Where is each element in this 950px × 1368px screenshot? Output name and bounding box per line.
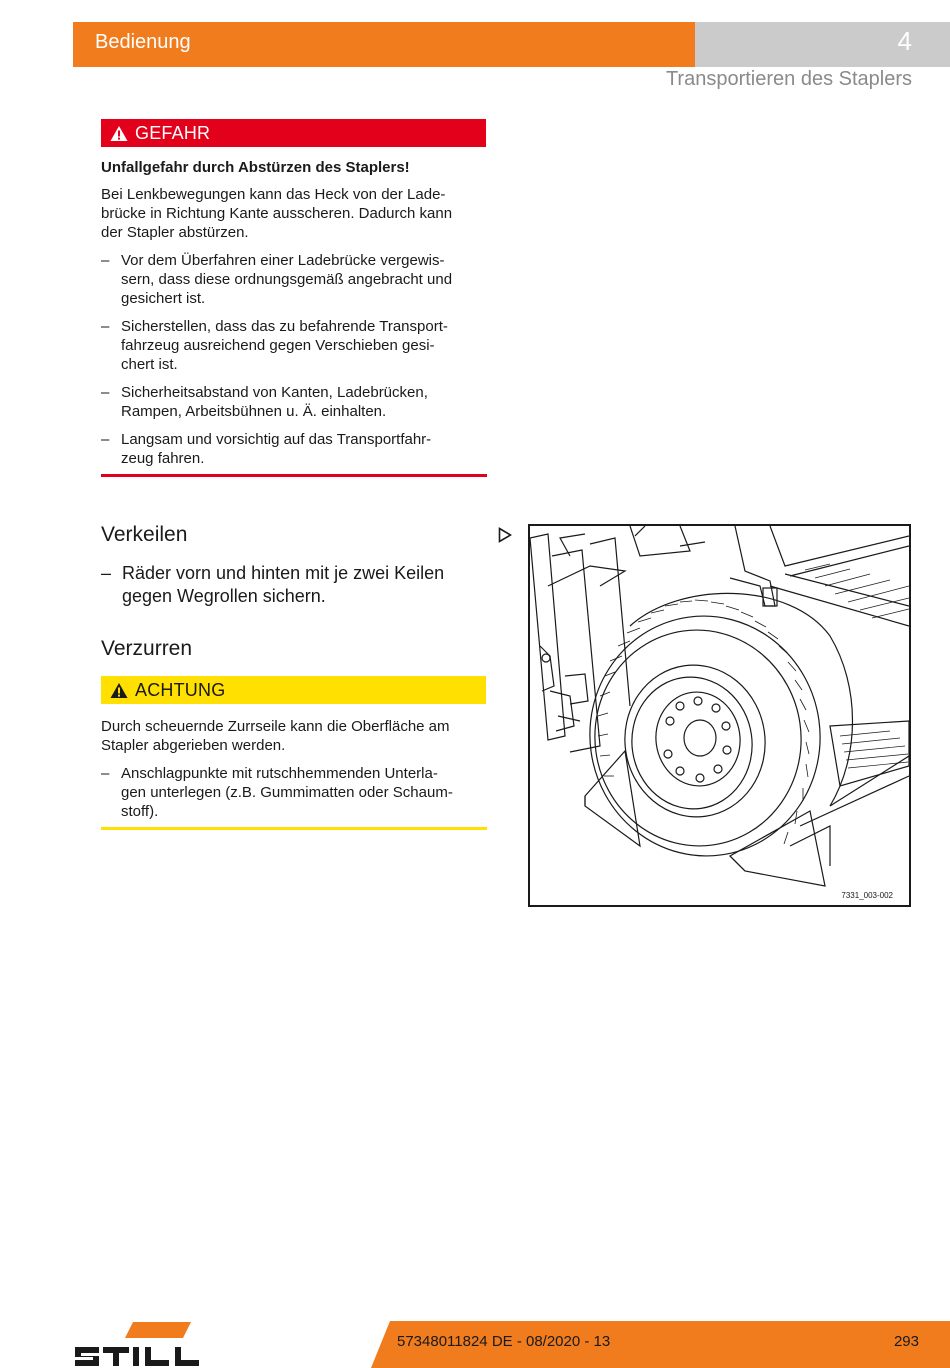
section-title-verkeilen: Verkeilen [101, 523, 188, 546]
footer-page-number: 293 [893, 1333, 919, 1350]
verkeilen-bullet: – Räder vorn und hinten mit je zwei Keilen gegen Wegrollen sichern. [101, 563, 445, 606]
footer-document-id: 57348011824 DE - 08/2020 - 13 [397, 1333, 611, 1350]
danger-bullet-2: – Sicherstellen, dass das zu befahrende Transport- fahrzeug ausreichend gegen Verschieben gesi- chert ist. [101, 318, 448, 373]
danger-end-rule [101, 474, 487, 477]
danger-heading: Unfallgefahr durch Abstürzen des Staplers! [101, 159, 410, 176]
figure-pointer-arrow-icon [498, 527, 512, 543]
header-subtitle: Transportieren des Staplers [665, 68, 912, 90]
chapter-number: 4 [897, 26, 912, 56]
danger-bullet-4: – Langsam und vorsichtig auf das Transportfahr- zeug fahren. [101, 431, 432, 467]
warning-triangle-icon [110, 682, 128, 699]
caution-bullet: – Anschlagpunkte mit rutschhemmenden Unterla- gen unterlegen (z.B. Gummimatten oder Schaum- stoff). [101, 765, 453, 820]
caution-intro: Durch scheuernde Zurrseile kann die Oberfläche am Stapler abgerieben werden. [101, 718, 450, 754]
wheel-illustration [530, 526, 909, 905]
still-logo [73, 1320, 233, 1368]
figure-wheel-chocks [528, 524, 911, 907]
footer-orange-wedge [371, 1321, 390, 1368]
section-title-verzurren: Verzurren [101, 637, 193, 660]
header-orange-wedge [675, 22, 695, 67]
danger-label: GEFAHR [135, 122, 211, 143]
danger-intro: Bei Lenkbewegungen kann das Heck von der Lade- brücke in Richtung Kante ausscheren. Dadurch kann der Stapler abstürzen. [101, 186, 453, 241]
danger-label-bar [101, 119, 486, 147]
danger-bullet-3: – Sicherheitsabstand von Kanten, Ladebrücken, Rampen, Arbeitsbühnen u. Ä. einhalten. [101, 384, 428, 420]
caution-label-bar [101, 676, 486, 704]
warning-triangle-icon [110, 125, 128, 142]
figure-caption: 7331_003-002 [841, 891, 893, 900]
header-title: Bedienung [95, 31, 191, 53]
caution-label: ACHTUNG [135, 679, 226, 700]
caution-end-rule [101, 827, 487, 830]
danger-bullet-1: – Vor dem Überfahren einer Ladebrücke vergewis- sern, dass diese ordnungsgemäß angebracht und gesichert ist. [101, 252, 453, 307]
